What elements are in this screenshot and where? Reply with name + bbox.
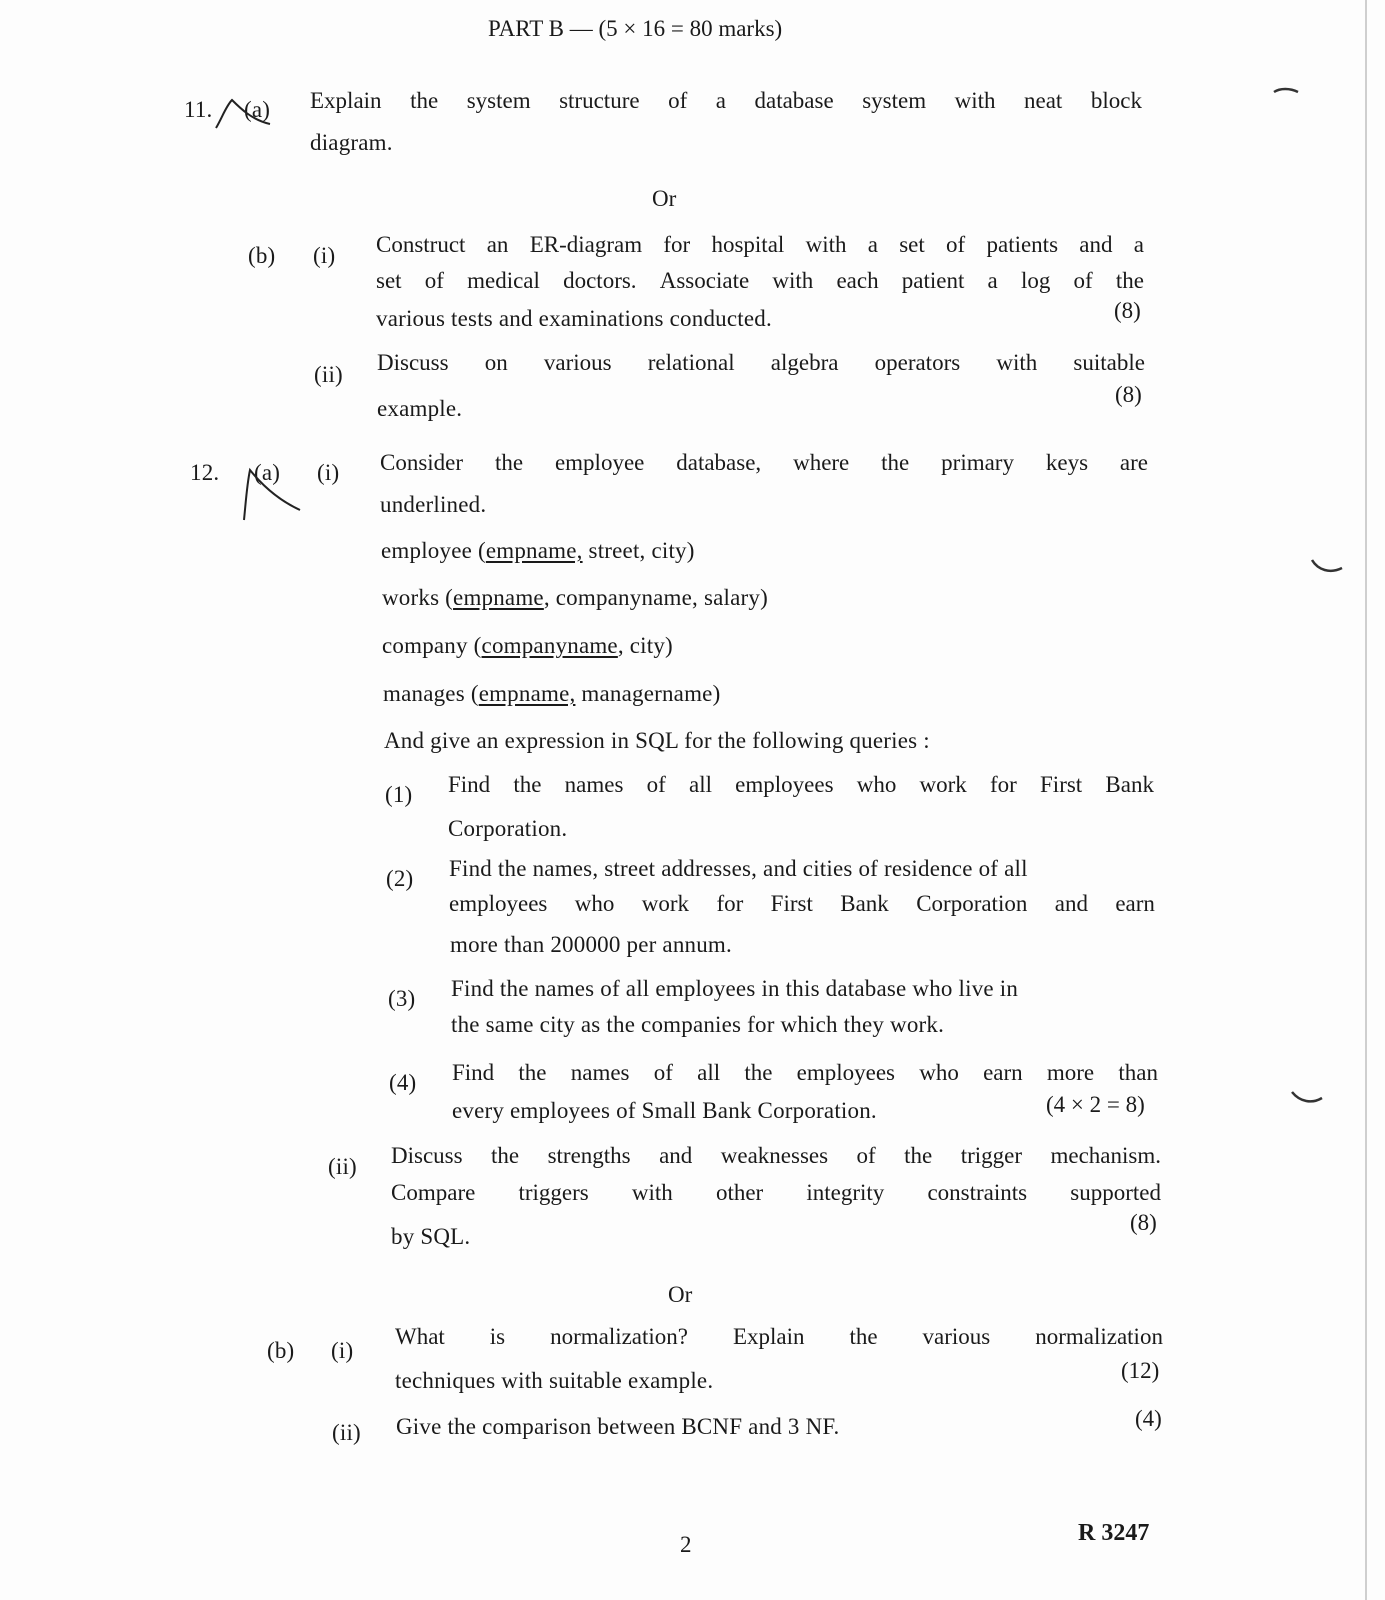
question-11b-i-line3: various tests and examinations conducted.: [376, 306, 772, 331]
word: a: [987, 268, 998, 293]
word: Construct: [376, 232, 466, 257]
word: names: [570, 1060, 630, 1085]
question-12a-i-label: (i): [317, 460, 340, 485]
word: employee: [554, 450, 645, 475]
word: set: [899, 232, 925, 257]
word: with: [996, 350, 1038, 375]
question-11a-label: (a): [244, 97, 271, 122]
word: trigger: [960, 1143, 1023, 1168]
question-11-number: 11.: [184, 97, 213, 122]
word: other: [715, 1180, 764, 1205]
margin-mark-2: [1312, 560, 1342, 571]
word: algebra: [770, 350, 839, 375]
word: integrity: [806, 1180, 885, 1205]
word: weaknesses: [720, 1143, 829, 1168]
word: Discuss: [377, 350, 449, 375]
word: all: [688, 772, 712, 797]
word: of: [946, 232, 966, 257]
question-12b-ii-line1: Give the comparison between BCNF and 3 NF.: [396, 1414, 840, 1439]
word: of: [653, 1060, 673, 1085]
word: various: [922, 1324, 991, 1349]
word: supported: [1070, 1180, 1161, 1205]
word: neat: [1024, 88, 1063, 113]
schema-manages-key: empname,: [478, 681, 576, 706]
schema-manages-pre: manages (: [383, 681, 479, 706]
question-12a-i-line2: underlined.: [380, 492, 487, 517]
query-2-number: (2): [386, 866, 414, 891]
word: primary: [941, 450, 1014, 475]
word: who: [919, 1060, 959, 1085]
word: than: [1118, 1060, 1158, 1085]
word: and: [659, 1143, 693, 1168]
word: set: [376, 268, 402, 293]
paper-code: R 3247: [1078, 1520, 1150, 1546]
word: patients: [986, 232, 1059, 257]
question-11b-label: (b): [248, 243, 276, 268]
word: patient: [901, 268, 965, 293]
word: of: [1073, 268, 1093, 293]
word: system: [466, 88, 531, 113]
query-3-line2: the same city as the companies for which they work.: [451, 1012, 945, 1037]
question-11b-ii-line2: example.: [377, 396, 463, 421]
word: normalization: [1035, 1324, 1163, 1349]
word: structure: [559, 88, 640, 113]
word: work: [641, 891, 690, 916]
word: ER-diagram: [529, 232, 643, 257]
query-4-number: (4): [389, 1070, 417, 1095]
word: who: [856, 772, 897, 797]
question-12b-label: (b): [267, 1338, 295, 1363]
query-2-line1: Find the names, street addresses, and cities of residence of all: [449, 856, 1028, 881]
word: a: [715, 88, 726, 113]
schema-company-key: companyname: [481, 633, 618, 658]
question-11b-i-label: (i): [313, 243, 336, 268]
schema-employee-pre: employee (: [381, 538, 486, 563]
word: more: [1046, 1060, 1095, 1085]
query-2-line3: more than 200000 per annum.: [450, 932, 732, 957]
word: Discuss: [391, 1143, 463, 1168]
word: database: [754, 88, 834, 113]
schema-employee-post: street, city): [582, 538, 695, 563]
question-11b-ii-marks: (8): [1115, 382, 1142, 407]
word: employees: [735, 772, 834, 797]
word: Find: [448, 772, 491, 797]
word: of: [424, 268, 444, 293]
schema-works-post: , companyname, salary): [543, 585, 768, 610]
word: the: [513, 772, 542, 797]
schema-manages-post: managername): [575, 681, 721, 706]
word: where: [793, 450, 850, 475]
question-11b-ii-label: (ii): [314, 362, 343, 387]
word: mechanism.: [1050, 1143, 1161, 1168]
part-header: PART B — (5 × 16 = 80 marks): [488, 16, 783, 41]
question-12a-ii-label: (ii): [328, 1154, 357, 1179]
word: database,: [676, 450, 762, 475]
word: What: [395, 1324, 445, 1349]
word: First: [770, 891, 813, 916]
question-12a-label: (a): [254, 460, 281, 485]
query-3-line1: Find the names of all employees in this database who live in: [451, 976, 1019, 1001]
word: the: [1115, 268, 1144, 293]
schema-company-pre: company (: [382, 633, 482, 658]
word: each: [836, 268, 879, 293]
word: First: [1040, 772, 1083, 797]
word: strengths: [547, 1143, 631, 1168]
word: the: [518, 1060, 547, 1085]
schema-employee-key: empname,: [485, 538, 583, 563]
word: constraints: [927, 1180, 1028, 1205]
word: medical: [467, 268, 540, 293]
word: Consider: [380, 450, 464, 475]
query-4-marks: (4 × 2 = 8): [1046, 1092, 1145, 1117]
question-11b-i-marks: (8): [1114, 298, 1141, 323]
page-number: 2: [680, 1532, 692, 1557]
word: with: [805, 232, 847, 257]
word: relational: [647, 350, 735, 375]
word: employees: [796, 1060, 896, 1085]
word: of: [856, 1143, 876, 1168]
word: an: [486, 232, 509, 257]
question-12b-i-marks: (12): [1121, 1358, 1160, 1383]
word: and: [1054, 891, 1088, 916]
question-12b-ii-marks: (4): [1135, 1406, 1162, 1431]
tick-mark-11: [216, 100, 270, 128]
schema-company-post: , city): [617, 633, 673, 658]
word: block: [1090, 88, 1142, 113]
word: the: [494, 450, 524, 475]
word: on: [484, 350, 508, 375]
question-11a-line2: diagram.: [310, 130, 393, 155]
word: Corporation: [916, 891, 1028, 916]
schema-works-key: empname: [453, 585, 544, 610]
query-1-number: (1): [385, 782, 413, 807]
word: log: [1020, 268, 1051, 293]
word: Explain: [732, 1324, 805, 1349]
sql-instruction: And give an expression in SQL for the following queries :: [384, 728, 930, 753]
question-12-number: 12.: [190, 460, 220, 485]
word: with: [772, 268, 814, 293]
word: who: [574, 891, 615, 916]
word: the: [904, 1143, 933, 1168]
word: with: [954, 88, 996, 113]
word: the: [491, 1143, 520, 1168]
word: employees: [449, 891, 548, 916]
word: hospital: [711, 232, 785, 257]
word: with: [631, 1180, 673, 1205]
word: are: [1119, 450, 1148, 475]
word: operators: [874, 350, 961, 375]
word: earn: [983, 1060, 1023, 1085]
word: suitable: [1073, 350, 1145, 375]
question-12b-ii-label: (ii): [332, 1420, 361, 1445]
margin-mark-3: [1292, 1092, 1322, 1101]
word: doctors.: [563, 268, 637, 293]
word: for: [663, 232, 691, 257]
word: of: [668, 88, 688, 113]
query-1-line2: Corporation.: [448, 816, 568, 841]
margin-mark-1: [1274, 89, 1298, 92]
word: Bank: [1105, 772, 1154, 797]
word: keys: [1045, 450, 1089, 475]
word: the: [849, 1324, 878, 1349]
word: Compare: [391, 1180, 476, 1205]
question-12a-ii-line3: by SQL.: [391, 1224, 471, 1249]
word: for: [716, 891, 744, 916]
word: Bank: [840, 891, 889, 916]
question-12a-ii-marks: (8): [1130, 1210, 1157, 1235]
word: work: [919, 772, 967, 797]
question-12b-i-line2: techniques with suitable example.: [395, 1368, 714, 1393]
word: the: [744, 1060, 773, 1085]
word: for: [990, 772, 1017, 797]
question-12b-i-label: (i): [331, 1338, 354, 1363]
schema-works-pre: works (: [382, 585, 454, 610]
query-3-number: (3): [388, 986, 416, 1011]
word: triggers: [518, 1180, 589, 1205]
word: the: [410, 88, 439, 113]
word: the: [881, 450, 910, 475]
word: Find: [452, 1060, 495, 1085]
word: Associate: [659, 268, 750, 293]
word: all: [697, 1060, 721, 1085]
query-4-line2: every employees of Small Bank Corporation.: [452, 1098, 877, 1123]
word: earn: [1115, 891, 1155, 916]
tick-mark-12: [244, 470, 300, 520]
word: is: [489, 1324, 506, 1349]
word: a: [867, 232, 878, 257]
word: and: [1079, 232, 1113, 257]
word: various: [543, 350, 612, 375]
word: system: [862, 88, 927, 113]
or-separator-12: Or: [668, 1282, 693, 1307]
word: normalization?: [550, 1324, 689, 1349]
word: of: [646, 772, 666, 797]
word: Explain: [310, 88, 382, 113]
or-separator-11: Or: [652, 186, 677, 211]
word: a: [1133, 232, 1144, 257]
word: names: [564, 772, 624, 797]
